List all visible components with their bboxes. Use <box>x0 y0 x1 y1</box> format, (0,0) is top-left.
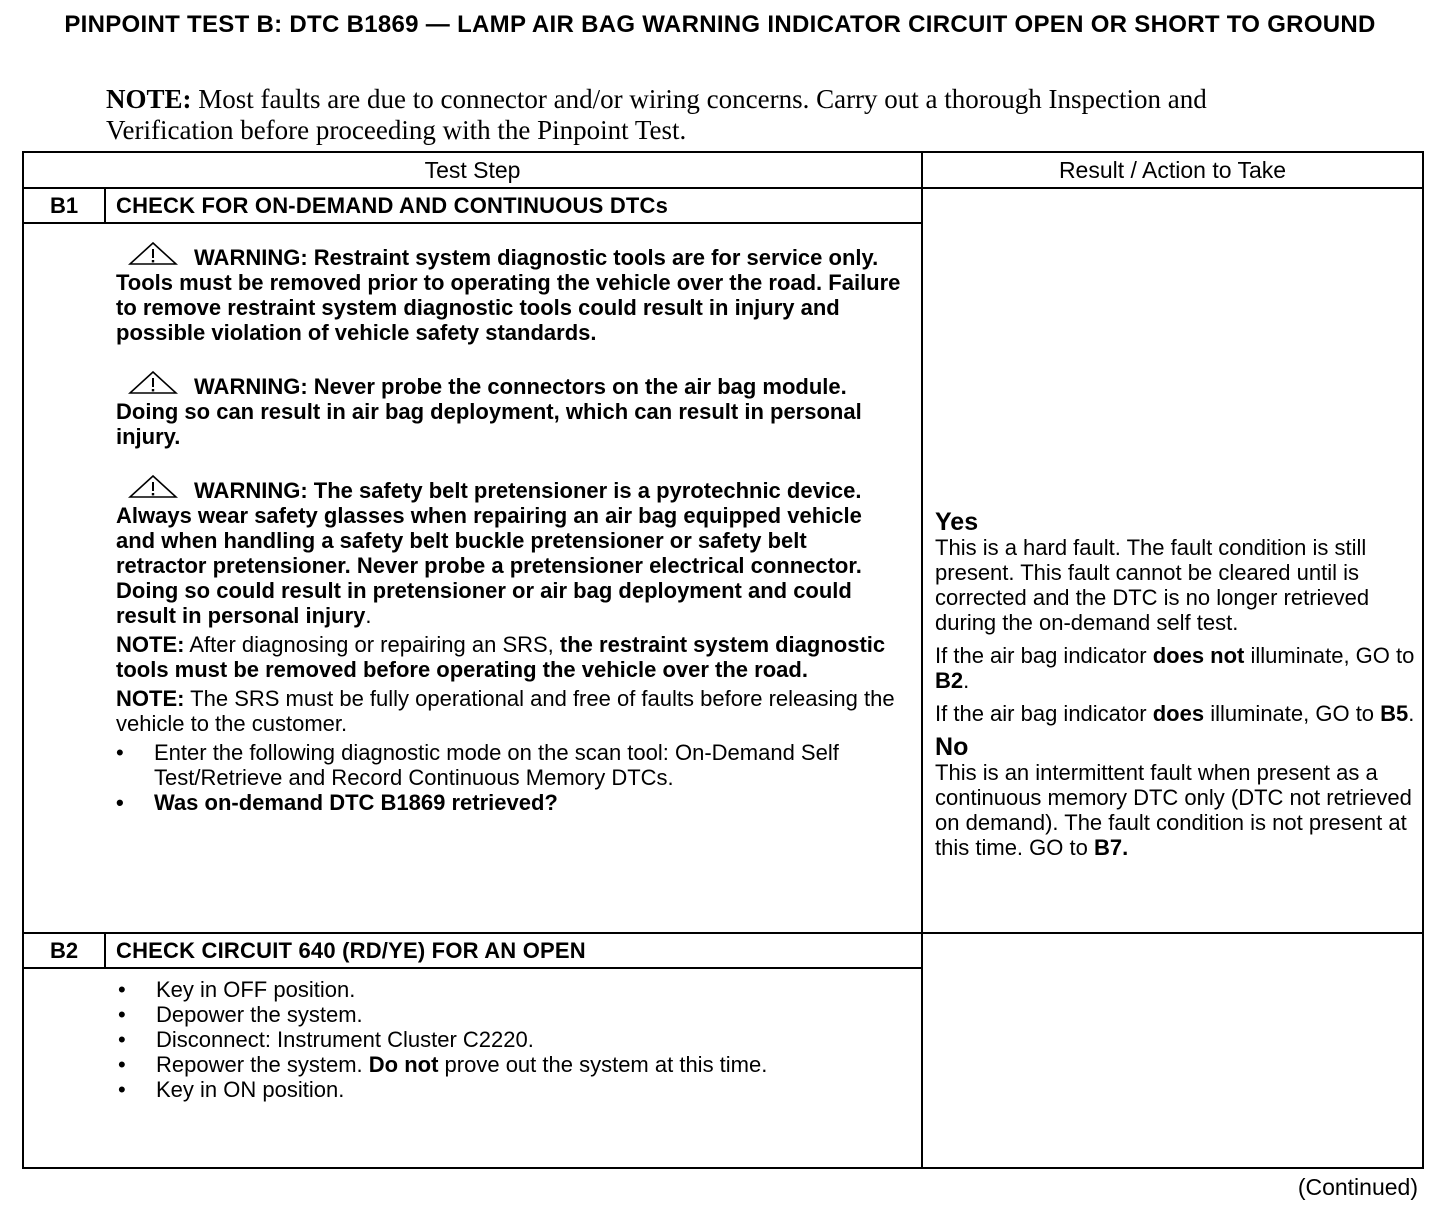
step-id-b1: B1 <box>23 188 105 223</box>
list-item: • Repower the system. Do not prove out the system at this time. <box>118 1052 901 1077</box>
list-item: • Depower the system. <box>118 1002 901 1027</box>
step-title-b2: CHECK CIRCUIT 640 (RD/YE) FOR AN OPEN <box>105 933 922 968</box>
list-item: • Disconnect: Instrument Cluster C2220. <box>118 1027 901 1052</box>
step-b2-title-row <box>23 933 1423 968</box>
step-id-b2: B2 <box>23 933 105 968</box>
result-if-not-illuminate: If the air bag indicator does not illuminate, GO to B2. <box>935 643 1415 693</box>
result-yes-text: This is a hard fault. The fault condition is still present. This fault cannot be cleared until is corrected and the DTC is no longer retrieved during the on-demand self test. <box>935 535 1370 635</box>
result-if-illuminate: If the air bag indicator does illuminate, GO to B5. <box>935 701 1415 726</box>
header-test-step: Test Step <box>23 152 922 188</box>
warning-triangle-icon <box>128 371 178 395</box>
result-b2 <box>922 933 1423 1168</box>
warning-2: WARNING: Never probe the connectors on the air bag module. Doing so can result in air bag deployment, which can result in personal injury. <box>116 371 901 449</box>
result-b1 <box>922 188 1423 933</box>
warning-triangle-icon <box>128 242 178 266</box>
note-text: Most faults are due to connector and/or wiring concerns. Carry out a thorough Inspection and Verification before proceeding with the Pinpoint Test. <box>106 84 1207 145</box>
list-item: • Key in ON position. <box>118 1077 901 1102</box>
b1-bullet-list <box>116 740 901 815</box>
result-no-label: No <box>935 733 969 761</box>
continued-label: (Continued) <box>1297 1174 1418 1200</box>
note-label: NOTE: <box>106 84 192 114</box>
step-title-b1: CHECK FOR ON-DEMAND AND CONTINUOUS DTCs <box>105 188 922 223</box>
pinpoint-test-table <box>22 151 1424 1169</box>
list-item: • Enter the following diagnostic mode on the scan tool: On-Demand Self Test/Retrieve and Record Continuous Memory DTCs. <box>116 740 901 790</box>
list-item: • Key in OFF position. <box>118 977 901 1002</box>
b2-bullet-list <box>118 977 901 1102</box>
note-srs-operational: NOTE: The SRS must be fully operational and free of faults before releasing the vehicle to the customer. <box>116 686 895 736</box>
step-body-b1 <box>23 223 922 933</box>
intro-note <box>106 84 1226 146</box>
table-header-row <box>23 152 1423 188</box>
note-srs-tools: NOTE: After diagnosing or repairing an SRS, the restraint system diagnostic tools must be removed before operating the vehicle over the road. <box>116 632 886 682</box>
list-item: • Was on-demand DTC B1869 retrieved? <box>116 790 901 815</box>
result-no-text: This is an intermittent fault when present as a continuous memory DTC only (DTC not retrieved on demand). The fault condition is not present at this time. GO to B7. <box>935 760 1412 860</box>
step-b1-title-row <box>23 188 1423 223</box>
warning-1: WARNING: Restraint system diagnostic tools are for service only. Tools must be removed prior to operating the vehicle over the road. Failure to remove restraint system diagnostic tools could result in injury and possible violation of vehicle safety standards. <box>116 242 901 345</box>
page-title: PINPOINT TEST B: DTC B1869 — LAMP AIR BAG WARNING INDICATOR CIRCUIT OPEN OR SHORT TO GROUND <box>64 11 1376 38</box>
result-yes-label: Yes <box>935 508 979 536</box>
warning-3: WARNING: The safety belt pretensioner is a pyrotechnic device. Always wear safety glasses when repairing an air bag equipped vehicle and when handling a safety belt buckle pretensioner or safety belt retractor pretensioner. Never probe a pretensioner electrical connector. Doing so could result in pretensioner or air bag deployment and could result in personal injury. <box>116 475 901 628</box>
warning-triangle-icon <box>128 475 178 499</box>
step-body-b2 <box>23 968 922 1168</box>
header-result: Result / Action to Take <box>922 152 1423 188</box>
